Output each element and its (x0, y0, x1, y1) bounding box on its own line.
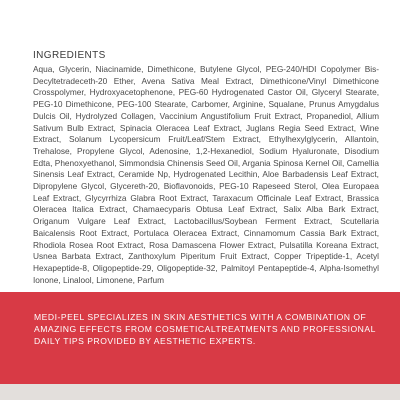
brand-statement: MEDI-PEEL SPECIALIZES IN SKIN AESTHETICS WITH A COMBINATION OF AMAZING EFFECTS FROM COSMETICALTREATMENTS AND PROFESSIONAL DAILY TIPS PROVIDED BY AESTHETIC EXPERTS. (34, 312, 376, 346)
ingredients-heading: INGREDIENTS (33, 50, 106, 61)
box-bottom-edge (0, 384, 400, 400)
ingredients-list: Aqua, Glycerin, Niacinamide, Dimethicone, Butylene Glycol, PEG-240/HDI Copolymer Bis-Decyltetradeceth-20 Ether, Avena Sativa Meal Extract, Dimethicone/Vinyl Dimethicone Crosspolymer, Hydroxyacetophenone, PEG-60 Hydrogenated Castor Oil, Glyceryl Stearate, PEG-10 Dimethicone, PEG-100 Stearate, Carbomer, Arginine, Squalane, Prunus Amygdalus Dulcis Oil, Hydrolyzed Collagen, Vaccinium Angustifolium Fruit Extract, Propanediol, Allium Sativum Bulb Extract, Spinacia Oleracea Leaf Extract, Juglans Regia Seed Extract, Wine Extract, Solanum Lycopersicum Fruit/Leaf/Stem Extract, Ethylhexylglycerin, Allantoin, Trehalose, Propylene Glycol, Adenosine, 1,2-Hexanediol, Sodium Hyaluronate, Disodium Edta, Phenoxyethanol, Simmondsia Chinensis Seed Oil, Argania Spinosa Kernel Oil, Camellia Sinensis Leaf Extract, Ceramide Np, Hydrogenated Lecithin, Aloe Barbadensis Leaf Extract, Dipropylene Glycol, Glycereth-20, Bioflavonoids, PEG-10 Rapeseed Sterol, Olea Europaea Leaf Extract, Glycyrrhiza Glabra Root Extract, Taraxacum Officinale Leaf Extract, Brassica Oleracea Italica Extract, Chamaecyparis Obtusa Leaf Extract, Salix Alba Bark Extract, Origanum Vulgare Leaf Extract, Lactobacillus/Soybean Ferment Extract, Scutellaria Baicalensis Root Extract, Portulaca Oleracea Extract, Cinnamomum Cassia Bark Extract, Rhodiola Rosea Root Extract, Rosa Damascena Flower Extract, Pulsatilla Koreana Extract, Usnea Barbata Extract, Zanthoxylum Piperitum Fruit Extract, Copper Tripeptide-1, Acetyl Hexapeptide-8, Oligopeptide-29, Oligopeptide-32, Palmitoyl Pentapeptide-4, Alpha-Isomethyl Ionone, Linalool, Limonene, Parfum (33, 64, 379, 285)
